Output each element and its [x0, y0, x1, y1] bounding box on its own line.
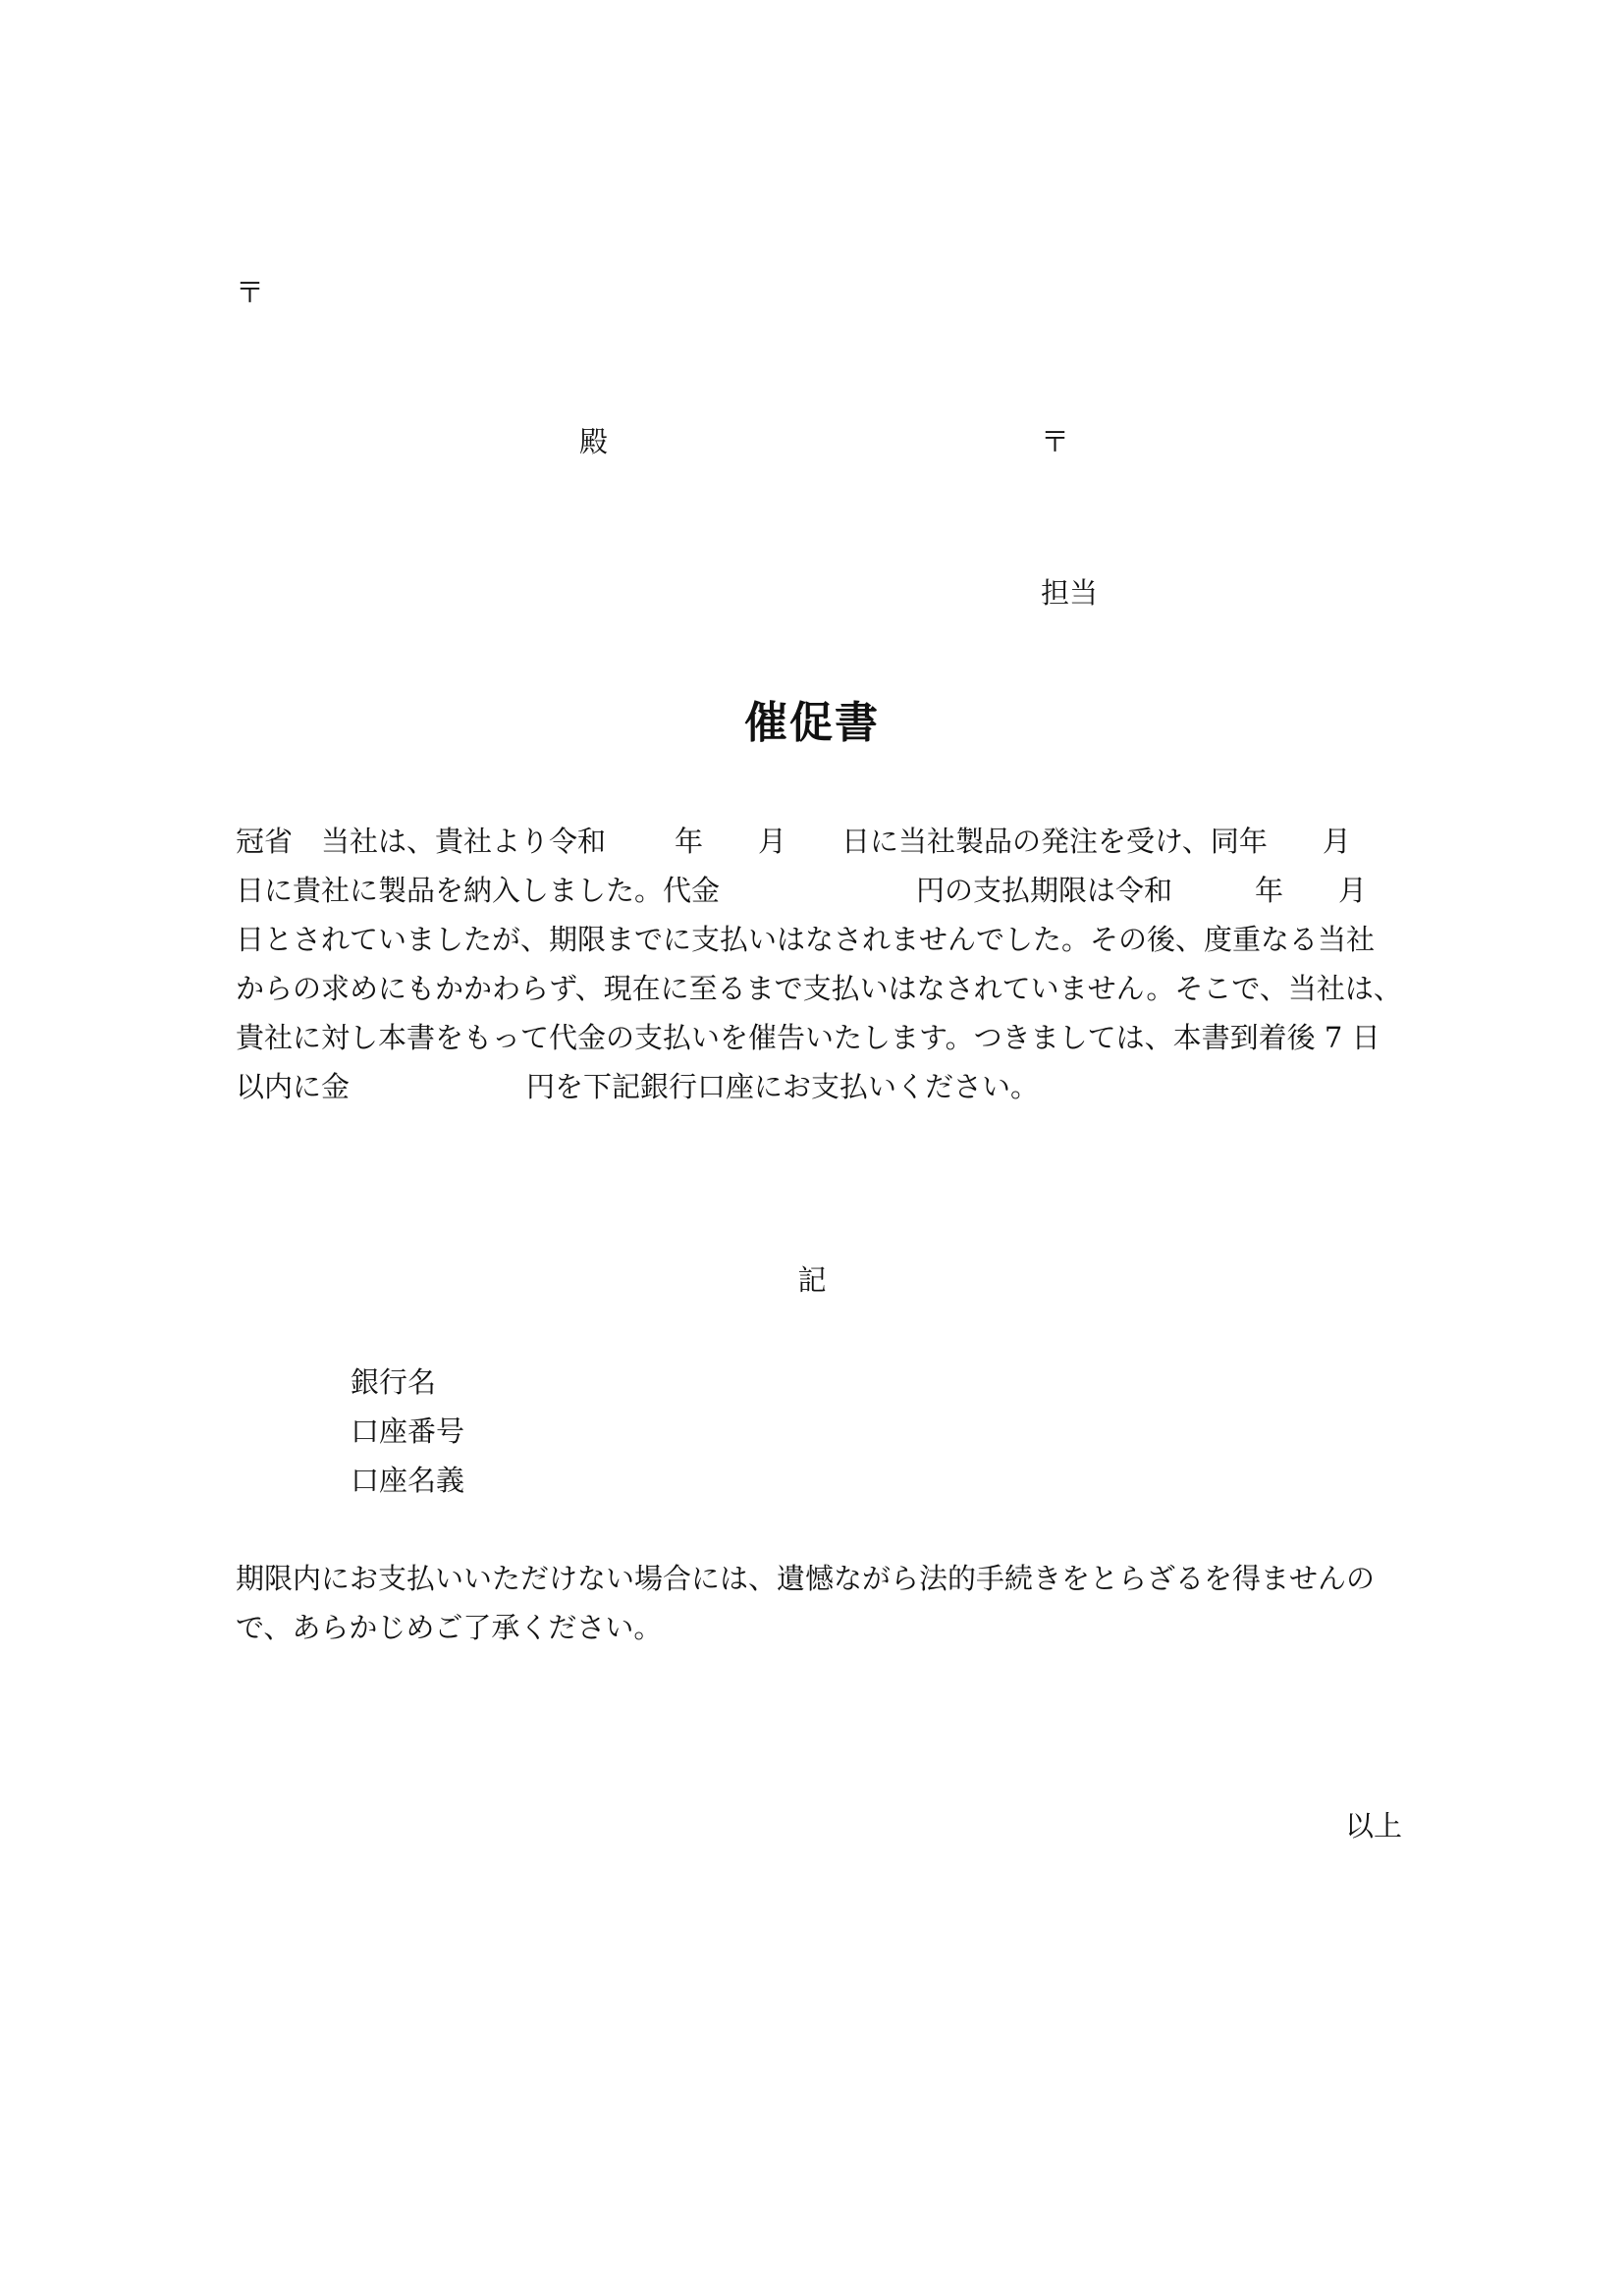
sender-postal-mark: 〒	[1041, 425, 1070, 458]
account-number-label: 口座番号	[351, 1415, 465, 1448]
body-line-3: 日とされていましたが、期限までに支払いはなされませんでした。その後、度重なる当社	[236, 923, 1376, 956]
recipient-honorific: 殿	[579, 425, 609, 458]
body-text: 日に貴社に製品を納入しました。代金	[236, 874, 721, 907]
body-text: 年	[1255, 874, 1284, 907]
closing-line-2: で、あらかじめご了承ください。	[236, 1611, 663, 1644]
account-holder-label: 口座名義	[351, 1464, 465, 1497]
body-text: 月	[1322, 825, 1351, 858]
closing-line-1: 期限内にお支払いいただけない場合には、遺憾ながら法的手続きをとらざるを得ませんの	[236, 1562, 1376, 1595]
body-text: 年	[675, 825, 704, 858]
body-text: 月	[1338, 874, 1368, 907]
bank-name-label: 銀行名	[351, 1365, 437, 1399]
body-line-2	[236, 874, 1402, 907]
body-text: 円の支払期限は令和	[916, 874, 1173, 907]
body-text: 日に当社製品の発注を受け、同年	[841, 825, 1268, 858]
body-line-1	[236, 825, 1402, 858]
body-text: 月	[758, 825, 787, 858]
sender-contact-label: 担当	[1041, 576, 1099, 610]
body-text: 以内に金	[236, 1070, 351, 1103]
body-line-4: からの求めにもかかわらず、現在に至るまで支払いはなされていません。そこで、当社は、	[236, 972, 1402, 1005]
recipient-postal-mark: 〒	[236, 276, 265, 309]
body-line-6	[236, 1070, 1402, 1103]
end-mark: 以上	[1345, 1809, 1403, 1842]
ki-heading: 記	[797, 1263, 827, 1297]
body-line-5: 貴社に対し本書をもって代金の支払いを催告いたします。つきましては、本書到着後 7 日	[236, 1021, 1380, 1054]
document-title: 催促書	[744, 698, 880, 748]
body-text: 円を下記銀行口座にお支払いください。	[526, 1070, 1040, 1103]
body-text: 冠省 当社は、貴社より令和	[236, 825, 607, 858]
